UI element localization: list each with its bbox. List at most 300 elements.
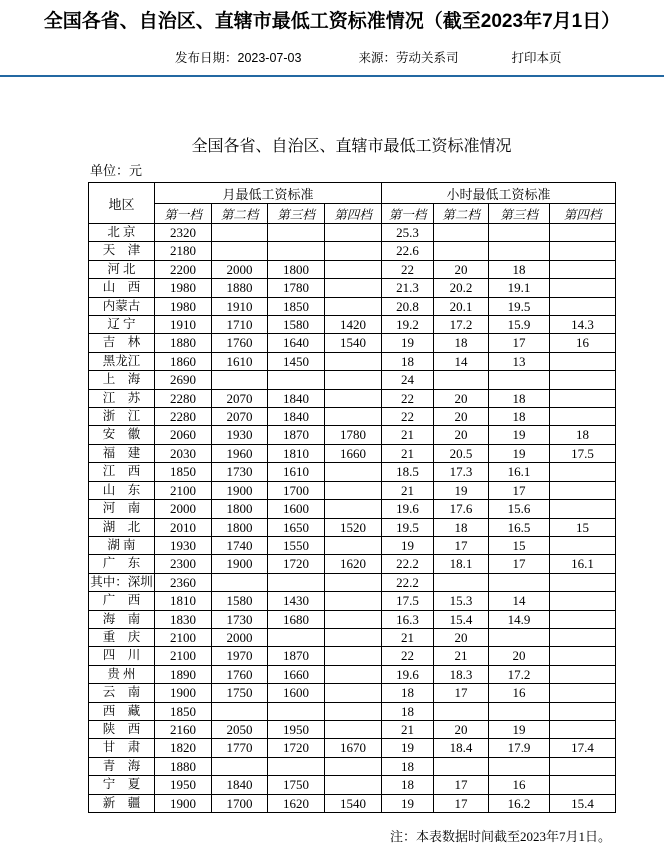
page-title: 全国各省、自治区、直辖市最低工资标准情况（截至2023年7月1日） — [43, 11, 621, 32]
value-cell — [550, 592, 616, 610]
value-cell: 1870 — [268, 426, 325, 444]
value-cell: 21 — [382, 481, 434, 499]
value-cell: 18 — [550, 426, 616, 444]
value-cell: 1580 — [268, 316, 325, 334]
value-cell — [489, 628, 550, 646]
region-cell: 四 川 — [89, 647, 155, 665]
region-cell: 北 京 — [89, 224, 155, 242]
value-cell: 20.1 — [434, 297, 489, 315]
value-cell: 17 — [434, 684, 489, 702]
region-cell: 新 疆 — [89, 794, 155, 812]
value-cell: 17.5 — [382, 592, 434, 610]
region-cell: 吉 林 — [89, 334, 155, 352]
value-cell — [325, 757, 382, 775]
value-cell: 2160 — [155, 720, 212, 738]
value-cell — [212, 757, 268, 775]
region-cell: 陕 西 — [89, 720, 155, 738]
value-cell — [325, 628, 382, 646]
region-cell: 河 南 — [89, 500, 155, 518]
value-cell: 18 — [434, 518, 489, 536]
value-cell: 20 — [489, 647, 550, 665]
value-cell: 19 — [489, 426, 550, 444]
region-cell: 上 海 — [89, 371, 155, 389]
value-cell: 17 — [489, 555, 550, 573]
value-cell: 1880 — [155, 334, 212, 352]
value-cell: 19 — [382, 739, 434, 757]
value-cell: 1830 — [155, 610, 212, 628]
table-row — [89, 757, 616, 775]
value-cell: 20 — [434, 260, 489, 278]
value-cell: 1760 — [212, 334, 268, 352]
value-cell: 22.2 — [382, 573, 434, 591]
value-cell: 1710 — [212, 316, 268, 334]
value-cell: 17.2 — [489, 665, 550, 683]
value-cell: 1870 — [268, 647, 325, 665]
value-cell: 19 — [382, 334, 434, 352]
value-cell: 1950 — [268, 720, 325, 738]
value-cell: 13 — [489, 352, 550, 370]
value-cell: 20.8 — [382, 297, 434, 315]
value-cell: 15 — [550, 518, 616, 536]
value-cell: 2050 — [212, 720, 268, 738]
region-cell: 江 苏 — [89, 389, 155, 407]
table-row — [89, 776, 616, 794]
value-cell — [434, 573, 489, 591]
table-row — [89, 408, 616, 426]
value-cell: 1850 — [155, 702, 212, 720]
value-cell — [550, 279, 616, 297]
value-cell: 16 — [550, 334, 616, 352]
value-cell — [325, 720, 382, 738]
table-row — [89, 555, 616, 573]
table-row — [89, 684, 616, 702]
value-cell — [550, 371, 616, 389]
value-cell — [550, 665, 616, 683]
table-row — [89, 647, 616, 665]
value-cell: 2280 — [155, 408, 212, 426]
value-cell — [268, 628, 325, 646]
value-cell: 18 — [489, 260, 550, 278]
value-cell — [268, 371, 325, 389]
value-cell: 2030 — [155, 444, 212, 462]
value-cell — [325, 279, 382, 297]
table-row — [89, 224, 616, 242]
value-cell — [268, 224, 325, 242]
value-cell: 17.9 — [489, 739, 550, 757]
value-cell: 16.1 — [489, 463, 550, 481]
value-cell: 21 — [382, 720, 434, 738]
value-cell: 15 — [489, 536, 550, 554]
value-cell: 1430 — [268, 592, 325, 610]
table-row — [89, 463, 616, 481]
value-cell — [550, 628, 616, 646]
value-cell: 2070 — [212, 389, 268, 407]
value-cell: 1840 — [268, 408, 325, 426]
value-cell — [489, 757, 550, 775]
value-cell: 1900 — [212, 555, 268, 573]
value-cell: 14 — [489, 592, 550, 610]
table-row — [89, 426, 616, 444]
value-cell: 16.3 — [382, 610, 434, 628]
value-cell: 1880 — [212, 279, 268, 297]
value-cell: 15.6 — [489, 500, 550, 518]
value-cell — [550, 224, 616, 242]
value-cell: 1580 — [212, 592, 268, 610]
value-cell: 18.5 — [382, 463, 434, 481]
value-cell: 20 — [434, 426, 489, 444]
table-row — [89, 334, 616, 352]
value-cell: 17.5 — [550, 444, 616, 462]
value-cell: 1930 — [155, 536, 212, 554]
footnote: 注：本表数据时间截至2023年7月1日。 — [389, 829, 611, 844]
value-cell: 20 — [434, 720, 489, 738]
value-cell: 1610 — [268, 463, 325, 481]
value-cell: 17 — [489, 334, 550, 352]
value-cell: 2690 — [155, 371, 212, 389]
value-cell: 1970 — [212, 647, 268, 665]
table-row — [89, 794, 616, 812]
value-cell: 18 — [489, 408, 550, 426]
value-cell: 1810 — [268, 444, 325, 462]
region-cell: 湖 南 — [89, 536, 155, 554]
value-cell — [325, 224, 382, 242]
value-cell — [434, 757, 489, 775]
table-row — [89, 500, 616, 518]
value-cell: 14 — [434, 352, 489, 370]
value-cell — [325, 463, 382, 481]
value-cell: 2360 — [155, 573, 212, 591]
value-cell: 1840 — [212, 776, 268, 794]
value-cell: 1540 — [325, 794, 382, 812]
region-cell: 天 津 — [89, 242, 155, 260]
value-cell: 2000 — [212, 628, 268, 646]
print-page-link[interactable]: 打印本页 — [511, 51, 562, 65]
value-cell: 16.5 — [489, 518, 550, 536]
value-cell: 1980 — [155, 279, 212, 297]
region-cell: 贵 州 — [89, 665, 155, 683]
value-cell: 1800 — [212, 500, 268, 518]
value-cell: 1700 — [268, 481, 325, 499]
value-cell: 1950 — [155, 776, 212, 794]
table-row — [89, 260, 616, 278]
monthly-group-header: 月最低工资标准 — [155, 183, 382, 204]
value-cell: 1840 — [268, 389, 325, 407]
value-cell: 1520 — [325, 518, 382, 536]
value-cell — [550, 647, 616, 665]
value-cell: 2280 — [155, 389, 212, 407]
value-cell: 19.6 — [382, 665, 434, 683]
hourly-tier3-header: 第三档 — [489, 204, 550, 224]
value-cell — [325, 684, 382, 702]
value-cell: 1750 — [212, 684, 268, 702]
value-cell: 1900 — [155, 684, 212, 702]
value-cell: 19.5 — [489, 297, 550, 315]
value-cell — [212, 371, 268, 389]
value-cell — [325, 573, 382, 591]
source-label: 来源：劳动关系司 — [358, 51, 459, 65]
value-cell: 2070 — [212, 408, 268, 426]
table-body — [89, 224, 616, 813]
table-row — [89, 739, 616, 757]
value-cell: 21.3 — [382, 279, 434, 297]
region-column-header: 地区 — [89, 183, 155, 224]
value-cell — [550, 352, 616, 370]
value-cell: 1640 — [268, 334, 325, 352]
value-cell: 2060 — [155, 426, 212, 444]
value-cell: 2100 — [155, 628, 212, 646]
monthly-tier3-header: 第三档 — [268, 204, 325, 224]
value-cell: 16.1 — [550, 555, 616, 573]
value-cell: 19.6 — [382, 500, 434, 518]
region-cell: 宁 夏 — [89, 776, 155, 794]
value-cell: 14.3 — [550, 316, 616, 334]
value-cell — [489, 702, 550, 720]
value-cell: 1730 — [212, 610, 268, 628]
value-cell: 17.2 — [434, 316, 489, 334]
value-cell: 1650 — [268, 518, 325, 536]
value-cell — [268, 757, 325, 775]
value-cell: 1680 — [268, 610, 325, 628]
value-cell — [550, 463, 616, 481]
value-cell — [550, 389, 616, 407]
value-cell: 19 — [382, 536, 434, 554]
hourly-group-header: 小时最低工资标准 — [382, 183, 616, 204]
value-cell: 19.2 — [382, 316, 434, 334]
table-row — [89, 518, 616, 536]
region-cell: 浙 江 — [89, 408, 155, 426]
value-cell: 15.9 — [489, 316, 550, 334]
value-cell: 2320 — [155, 224, 212, 242]
value-cell — [550, 610, 616, 628]
value-cell: 1770 — [212, 739, 268, 757]
value-cell: 1740 — [212, 536, 268, 554]
value-cell: 21 — [382, 444, 434, 462]
value-cell: 2000 — [155, 500, 212, 518]
table-row — [89, 720, 616, 738]
region-cell: 广 西 — [89, 592, 155, 610]
value-cell: 17.4 — [550, 739, 616, 757]
value-cell: 1540 — [325, 334, 382, 352]
value-cell: 21 — [382, 628, 434, 646]
region-cell: 河 北 — [89, 260, 155, 278]
region-cell: 内蒙古 — [89, 297, 155, 315]
unit-label: 单位：元 — [90, 163, 143, 178]
value-cell: 1610 — [212, 352, 268, 370]
value-cell — [325, 647, 382, 665]
value-cell: 22 — [382, 260, 434, 278]
value-cell: 1930 — [212, 426, 268, 444]
value-cell — [489, 371, 550, 389]
value-cell: 16.2 — [489, 794, 550, 812]
value-cell: 15.3 — [434, 592, 489, 610]
value-cell: 17 — [434, 536, 489, 554]
value-cell: 18 — [489, 389, 550, 407]
region-cell: 其中：深圳 — [89, 573, 155, 591]
value-cell — [550, 481, 616, 499]
table-row — [89, 371, 616, 389]
value-cell: 1910 — [212, 297, 268, 315]
value-cell: 16 — [489, 684, 550, 702]
value-cell: 19 — [489, 444, 550, 462]
region-cell: 辽 宁 — [89, 316, 155, 334]
value-cell — [325, 665, 382, 683]
value-cell — [489, 224, 550, 242]
value-cell: 1780 — [268, 279, 325, 297]
value-cell — [268, 573, 325, 591]
region-cell: 青 海 — [89, 757, 155, 775]
value-cell — [325, 776, 382, 794]
value-cell — [325, 371, 382, 389]
value-cell — [268, 702, 325, 720]
value-cell — [325, 610, 382, 628]
value-cell: 22 — [382, 389, 434, 407]
value-cell: 18 — [382, 352, 434, 370]
value-cell: 2200 — [155, 260, 212, 278]
value-cell: 21 — [434, 647, 489, 665]
hourly-tier4-header: 第四档 — [550, 204, 616, 224]
value-cell: 1960 — [212, 444, 268, 462]
value-cell: 17 — [434, 776, 489, 794]
value-cell — [550, 260, 616, 278]
value-cell: 19 — [382, 794, 434, 812]
value-cell: 1910 — [155, 316, 212, 334]
value-cell: 18.3 — [434, 665, 489, 683]
table-header-tier-row — [89, 204, 616, 224]
value-cell: 1600 — [268, 684, 325, 702]
table-row — [89, 573, 616, 591]
value-cell — [325, 389, 382, 407]
hourly-tier1-header: 第一档 — [382, 204, 434, 224]
value-cell — [212, 242, 268, 260]
value-cell: 18.4 — [434, 739, 489, 757]
region-cell: 湖 北 — [89, 518, 155, 536]
region-cell: 山 东 — [89, 481, 155, 499]
region-cell: 山 西 — [89, 279, 155, 297]
table-row — [89, 536, 616, 554]
meta-row — [0, 51, 664, 65]
value-cell: 1720 — [268, 739, 325, 757]
table-row — [89, 444, 616, 462]
table-row — [89, 242, 616, 260]
value-cell: 1860 — [155, 352, 212, 370]
value-cell: 18 — [382, 776, 434, 794]
value-cell: 1880 — [155, 757, 212, 775]
value-cell: 1980 — [155, 297, 212, 315]
value-cell — [434, 242, 489, 260]
value-cell: 1660 — [268, 665, 325, 683]
value-cell: 1730 — [212, 463, 268, 481]
value-cell: 19 — [489, 720, 550, 738]
value-cell: 22 — [382, 408, 434, 426]
value-cell: 21 — [382, 426, 434, 444]
region-cell: 云 南 — [89, 684, 155, 702]
table-row — [89, 389, 616, 407]
region-cell: 重 庆 — [89, 628, 155, 646]
hourly-tier2-header: 第二档 — [434, 204, 489, 224]
value-cell: 1670 — [325, 739, 382, 757]
table-row — [89, 279, 616, 297]
value-cell: 20 — [434, 408, 489, 426]
value-cell: 1620 — [325, 555, 382, 573]
value-cell: 18 — [434, 334, 489, 352]
value-cell — [550, 776, 616, 794]
value-cell — [212, 224, 268, 242]
value-cell: 1900 — [212, 481, 268, 499]
value-cell: 1420 — [325, 316, 382, 334]
value-cell — [325, 297, 382, 315]
value-cell: 15.4 — [550, 794, 616, 812]
value-cell — [434, 224, 489, 242]
value-cell: 19 — [434, 481, 489, 499]
value-cell — [550, 408, 616, 426]
value-cell: 14.9 — [489, 610, 550, 628]
value-cell: 1800 — [212, 518, 268, 536]
value-cell: 18.1 — [434, 555, 489, 573]
monthly-tier1-header: 第一档 — [155, 204, 212, 224]
value-cell — [550, 297, 616, 315]
value-cell: 1780 — [325, 426, 382, 444]
value-cell — [550, 720, 616, 738]
value-cell — [325, 536, 382, 554]
value-cell: 1890 — [155, 665, 212, 683]
value-cell: 16 — [489, 776, 550, 794]
value-cell — [489, 242, 550, 260]
region-cell: 福 建 — [89, 444, 155, 462]
region-cell: 广 东 — [89, 555, 155, 573]
region-cell: 江 西 — [89, 463, 155, 481]
value-cell: 1850 — [268, 297, 325, 315]
table-title: 全国各省、自治区、直辖市最低工资标准情况 — [191, 138, 512, 155]
value-cell — [212, 702, 268, 720]
value-cell: 18 — [382, 757, 434, 775]
value-cell: 1600 — [268, 500, 325, 518]
value-cell: 2180 — [155, 242, 212, 260]
value-cell: 1750 — [268, 776, 325, 794]
table-row — [89, 628, 616, 646]
header-divider — [0, 75, 664, 77]
value-cell — [325, 242, 382, 260]
value-cell: 2100 — [155, 647, 212, 665]
value-cell: 19.1 — [489, 279, 550, 297]
value-cell — [325, 408, 382, 426]
value-cell — [550, 500, 616, 518]
value-cell — [489, 573, 550, 591]
value-cell: 18 — [382, 684, 434, 702]
region-cell: 甘 肃 — [89, 739, 155, 757]
value-cell: 1550 — [268, 536, 325, 554]
value-cell — [325, 352, 382, 370]
value-cell: 1720 — [268, 555, 325, 573]
value-cell: 1450 — [268, 352, 325, 370]
value-cell: 1760 — [212, 665, 268, 683]
value-cell — [212, 573, 268, 591]
value-cell — [550, 536, 616, 554]
table-header-group-row — [89, 183, 616, 204]
value-cell — [325, 592, 382, 610]
value-cell — [550, 757, 616, 775]
monthly-tier4-header: 第四档 — [325, 204, 382, 224]
region-cell: 黑龙江 — [89, 352, 155, 370]
value-cell — [325, 500, 382, 518]
value-cell: 1660 — [325, 444, 382, 462]
value-cell: 17 — [489, 481, 550, 499]
value-cell: 18 — [382, 702, 434, 720]
table-row — [89, 665, 616, 683]
value-cell: 20.5 — [434, 444, 489, 462]
publish-date: 发布日期：2023-07-03 — [175, 51, 302, 65]
value-cell: 15.4 — [434, 610, 489, 628]
value-cell — [550, 684, 616, 702]
